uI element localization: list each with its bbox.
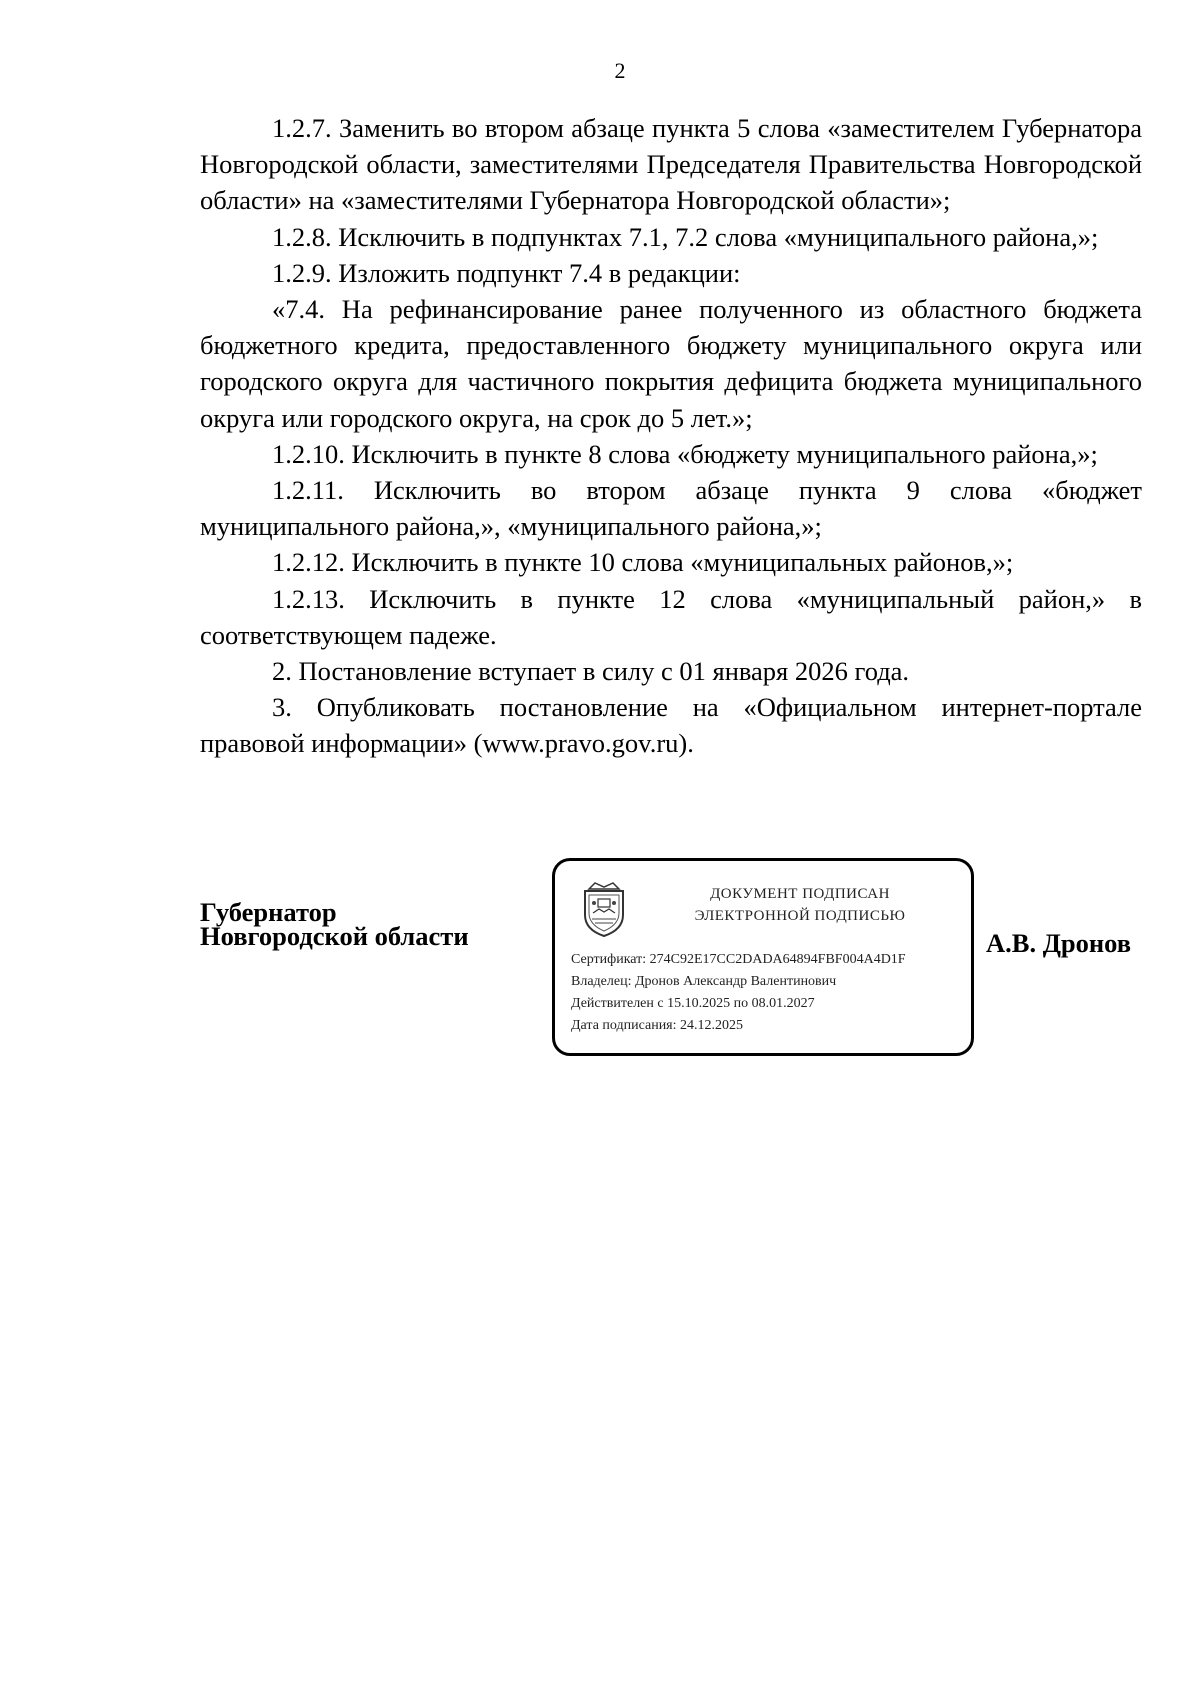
stamp-title-line2: ЭЛЕКТРОННОЙ ПОДПИСЬЮ	[694, 908, 906, 924]
stamp-details	[571, 949, 906, 1037]
stamp-validity: Действителен с 15.10.2025 по 08.01.2027	[571, 996, 815, 1011]
stamp-title	[645, 883, 955, 927]
paragraph-1-2-11: 1.2.11. Исключить во втором абзаце пункта 9 слова «бюджет муниципального района,», «муниципального района,»;	[200, 475, 1142, 542]
novgorod-coat-of-arms-icon	[579, 881, 629, 937]
signatory-position-line1: Губернатор	[200, 897, 337, 927]
signatory-name: А.В. Дронов	[986, 928, 1132, 958]
paragraph-7-4-quote: «7.4. На рефинансирование ранее полученного из областного бюджета бюджетного кредита, предоставленного бюджету муниципального округа или городского округа для частичного покрытия дефицита бюджета муниципального округа или городского округа, на срок до 5 лет.»;	[200, 294, 1142, 433]
paragraph-1-2-10: 1.2.10. Исключить в пункте 8 слова «бюджету муниципального района,»;	[272, 438, 1098, 469]
page-number: 2	[614, 58, 626, 83]
stamp-owner: Владелец: Дронов Александр Валентинович	[571, 974, 837, 989]
document-body	[200, 110, 1142, 762]
paragraph-2: 2. Постановление вступает в силу с 01 января 2026 года.	[272, 656, 910, 687]
paragraph-1-2-13: 1.2.13. Исключить в пункте 12 слова «муниципальный район,» в соответствующем падеже.	[200, 583, 1142, 650]
paragraph-1-2-9: 1.2.9. Изложить подпункт 7.4 в редакции:	[272, 257, 741, 288]
paragraph-1-2-8: 1.2.8. Исключить в подпунктах 7.1, 7.2 слова «муниципального района,»;	[272, 221, 1099, 252]
stamp-signed-date: Дата подписания: 24.12.2025	[571, 1018, 744, 1033]
paragraph-1-2-12: 1.2.12. Исключить в пункте 10 слова «муниципальных районов,»;	[272, 547, 1014, 578]
signatory-position	[200, 897, 469, 951]
stamp-title-line1: ДОКУМЕНТ ПОДПИСАН	[710, 886, 890, 902]
paragraph-3: 3. Опубликовать постановление на «Официальном интернет-портале правовой информации» (www.pravo.gov.ru).	[200, 692, 1142, 759]
paragraph-1-2-7: 1.2.7. Заменить во втором абзаце пункта 5 слова «заместителем Губернатора Новгородской области, заместителями Председателя Правительства Новгородской области» на «заместителями Губернатора Новгородской области»;	[200, 113, 1142, 216]
electronic-signature-stamp	[552, 858, 974, 1056]
signatory-position-line2: Новгородской области	[200, 921, 469, 951]
stamp-certificate: Сертификат: 274C92E17CC2DADA64894FBF004A4D1F	[571, 952, 906, 967]
